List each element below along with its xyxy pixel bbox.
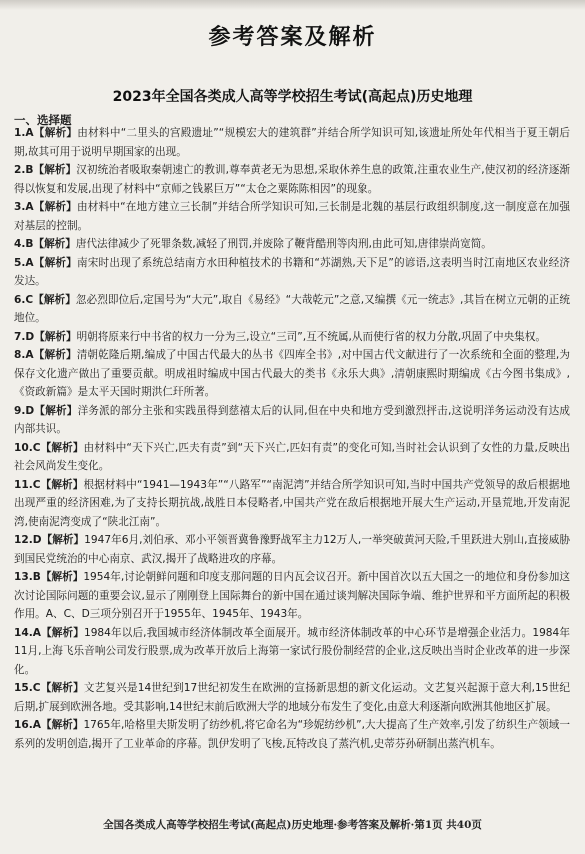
analysis-text: 洋务派的部分主张和实践虽得到慈禧太后的认同,但在中央和地方受到激烈抨击,这说明洋务运动没有达成内部共识。 bbox=[14, 404, 571, 435]
section-heading: 一、选择题 bbox=[14, 113, 72, 127]
answer-item bbox=[14, 439, 570, 476]
answer-item bbox=[14, 291, 570, 328]
answer-item bbox=[14, 346, 570, 402]
page-footer: 全国各类成人高等学校招生考试(高起点)历史地理·参考答案及解析·第1页 共40页 bbox=[103, 819, 482, 831]
answer-number: 9.D bbox=[14, 404, 35, 417]
answer-item bbox=[14, 568, 570, 624]
answer-item bbox=[14, 679, 570, 716]
analysis-tag: 【解析】 bbox=[40, 682, 84, 694]
analysis-tag: 【解析】 bbox=[40, 571, 84, 583]
answer-item bbox=[14, 531, 570, 568]
analysis-text: 文艺复兴是14世纪到17世纪初发生在欧洲的宣扬新思想的新文化运动。文艺复兴起源于意大利,15世纪后期,扩展到欧洲各地。受其影响,14世纪末前后欧洲大学的地域分布发生了变化,由意大利逐渐向欧洲其他地区扩展。 bbox=[14, 682, 570, 713]
answer-list bbox=[14, 124, 570, 753]
analysis-tag: 【解析】 bbox=[33, 201, 77, 213]
answer-item bbox=[14, 198, 570, 235]
answer-number: 5.A bbox=[14, 256, 34, 269]
answer-number: 14.A bbox=[14, 626, 41, 639]
analysis-text: 由材料中“在地方建立三长制”并结合所学知识可知,三长制是北魏的基层行政组织制度,这一制度意在加强对基层的控制。 bbox=[14, 201, 570, 232]
answer-number: 6.C bbox=[14, 293, 34, 306]
answer-number: 7.D bbox=[14, 330, 35, 343]
analysis-text: 清朝乾隆后期,编成了中国古代最大的丛书《四库全书》,对中国古代文献进行了一次系统和全面的整理,为保存文化遗产做出了重要贡献。明成祖时编成中国古代最大的类书《永乐大典》,清朝康熙时期编成《古今图书集成》,《资政新篇》是太平天国时期洪仁玕所著。 bbox=[14, 349, 571, 398]
exam-subtitle: 2023年全国各类成人高等学校招生考试(高起点)历史地理 bbox=[112, 89, 473, 105]
answer-item bbox=[14, 624, 570, 680]
analysis-text: 由材料中“天下兴亡,匹夫有责”到“天下兴亡,匹妇有责”的变化可知,当时社会认识到了女性的力量,反映出社会风尚发生变化。 bbox=[14, 441, 571, 472]
analysis-tag: 【解析】 bbox=[34, 404, 78, 417]
analysis-text: 南宋时出现了系统总结南方水田种植技术的书籍和“苏湖熟,天下足”的谚语,这表明当时江南地区农业经济发达。 bbox=[14, 256, 570, 287]
answer-item bbox=[14, 161, 570, 198]
analysis-text: 由材料中“二里头的宫殿遗址”“规模宏大的建筑群”并结合所学知识可知,该遗址所处年代相当于夏王朝后期,故其可用于说明早期国家的出现。 bbox=[14, 127, 570, 158]
answer-item bbox=[14, 328, 570, 347]
analysis-text: 1984年以后,我国城市经济体制改革全面展开。城市经济体制改革的中心环节是增强企业活力。1984年11月,上海飞乐音响公司发行股票,成为改革开放后上海第一家试行股份制经营的企业,这反映出当时企业改革的进一步深化。 bbox=[14, 626, 571, 676]
answer-number: 11.C bbox=[14, 478, 41, 491]
analysis-tag: 【解析】 bbox=[41, 534, 85, 546]
analysis-tag: 【解析】 bbox=[33, 127, 78, 139]
answer-item bbox=[14, 476, 570, 532]
answer-item bbox=[14, 124, 570, 161]
analysis-text: 1954年,讨论朝鲜问题和印度支那问题的日内瓦会议召开。新中国首次以五大国之一的地位和身份参加这次讨论国际问题的重要会议,显示了刚刚登上国际舞台的新中国在通过谈判解决国际争端、维护世界和平方面所起的积极作用。A、C、D三项分别召开于1955年、1945年、1943年。 bbox=[14, 571, 570, 620]
answer-number: 1.A bbox=[14, 127, 34, 139]
analysis-tag: 【解析】 bbox=[33, 256, 77, 269]
answer-number: 15.C bbox=[14, 682, 41, 694]
analysis-tag: 【解析】 bbox=[40, 719, 84, 731]
answer-number: 12.D bbox=[14, 534, 42, 546]
analysis-tag: 【解析】 bbox=[40, 478, 84, 491]
answer-item bbox=[14, 254, 570, 291]
analysis-text: 1947年6月,刘伯承、邓小平领晋冀鲁豫野战军主力12万人,一举突破黄河天险,千里跃进大别山,直接威胁到国民党统治的中心南京、武汉,揭开了战略进攻的序幕。 bbox=[14, 534, 570, 565]
analysis-text: 1765年,哈格里夫斯发明了纺纱机,将它命名为“珍妮纺纱机”,大大提高了生产效率,引发了纺织生产领域一系列的发明创造,揭开了工业革命的序幕。凯伊发明了飞梭,瓦特改良了蒸汽机,史蒂芬孙研制出蒸汽机车。 bbox=[14, 719, 571, 750]
scan-top-edge bbox=[0, 0, 585, 10]
answer-number: 4.B bbox=[14, 238, 34, 250]
answer-number: 2.B bbox=[14, 164, 34, 176]
answer-number: 10.C bbox=[14, 441, 41, 454]
analysis-tag: 【解析】 bbox=[33, 238, 76, 250]
analysis-tag: 【解析】 bbox=[34, 330, 77, 343]
answer-number: 3.A bbox=[14, 201, 34, 213]
analysis-text: 汉初统治者吸取秦朝速亡的教训,尊奉黄老无为思想,采取休养生息的政策,注重农业生产,使汉初的经济逐渐得以恢复和发展,出现了材料中“京师之钱累巨万”“太仓之粟陈陈相因”的现象。 bbox=[14, 164, 570, 195]
answer-item bbox=[14, 402, 570, 439]
analysis-text: 根据材料中“1941—1943年”“八路军”“南泥湾”并结合所学知识可知,当时中国共产党领导的敌后根据地出现严重的经济困难,为了支持长期抗战,战胜日本侵略者,中国共产党在敌后根据地开展大生产运动,开垦荒地,开发南泥湾,使南泥湾变成了“陕北江南”。 bbox=[14, 478, 570, 528]
analysis-tag: 【解析】 bbox=[40, 441, 84, 454]
analysis-tag: 【解析】 bbox=[33, 349, 77, 361]
answer-number: 16.A bbox=[14, 719, 41, 731]
analysis-tag: 【解析】 bbox=[40, 626, 84, 639]
answer-number: 8.A bbox=[14, 349, 34, 361]
answer-item bbox=[14, 716, 570, 753]
analysis-tag: 【解析】 bbox=[33, 164, 77, 176]
answer-number: 13.B bbox=[14, 571, 41, 583]
analysis-text: 唐代法律减少了死罪条数,减轻了刑罚,并废除了鞭背酷刑等肉刑,由此可知,唐律崇尚宽简。 bbox=[75, 238, 492, 250]
answer-item bbox=[14, 235, 570, 254]
analysis-text: 忽必烈即位后,定国号为“大元”,取自《易经》“大哉乾元”之意,又编撰《元一统志》,其旨在树立元朝的正统地位。 bbox=[14, 293, 571, 324]
page-title: 参考答案及解析 bbox=[208, 24, 377, 50]
analysis-text: 明朝将原来行中书省的权力一分为三,设立“三司”,互不统属,从而使行省的权力分散,巩固了中央集权。 bbox=[76, 330, 546, 343]
analysis-tag: 【解析】 bbox=[33, 293, 76, 306]
